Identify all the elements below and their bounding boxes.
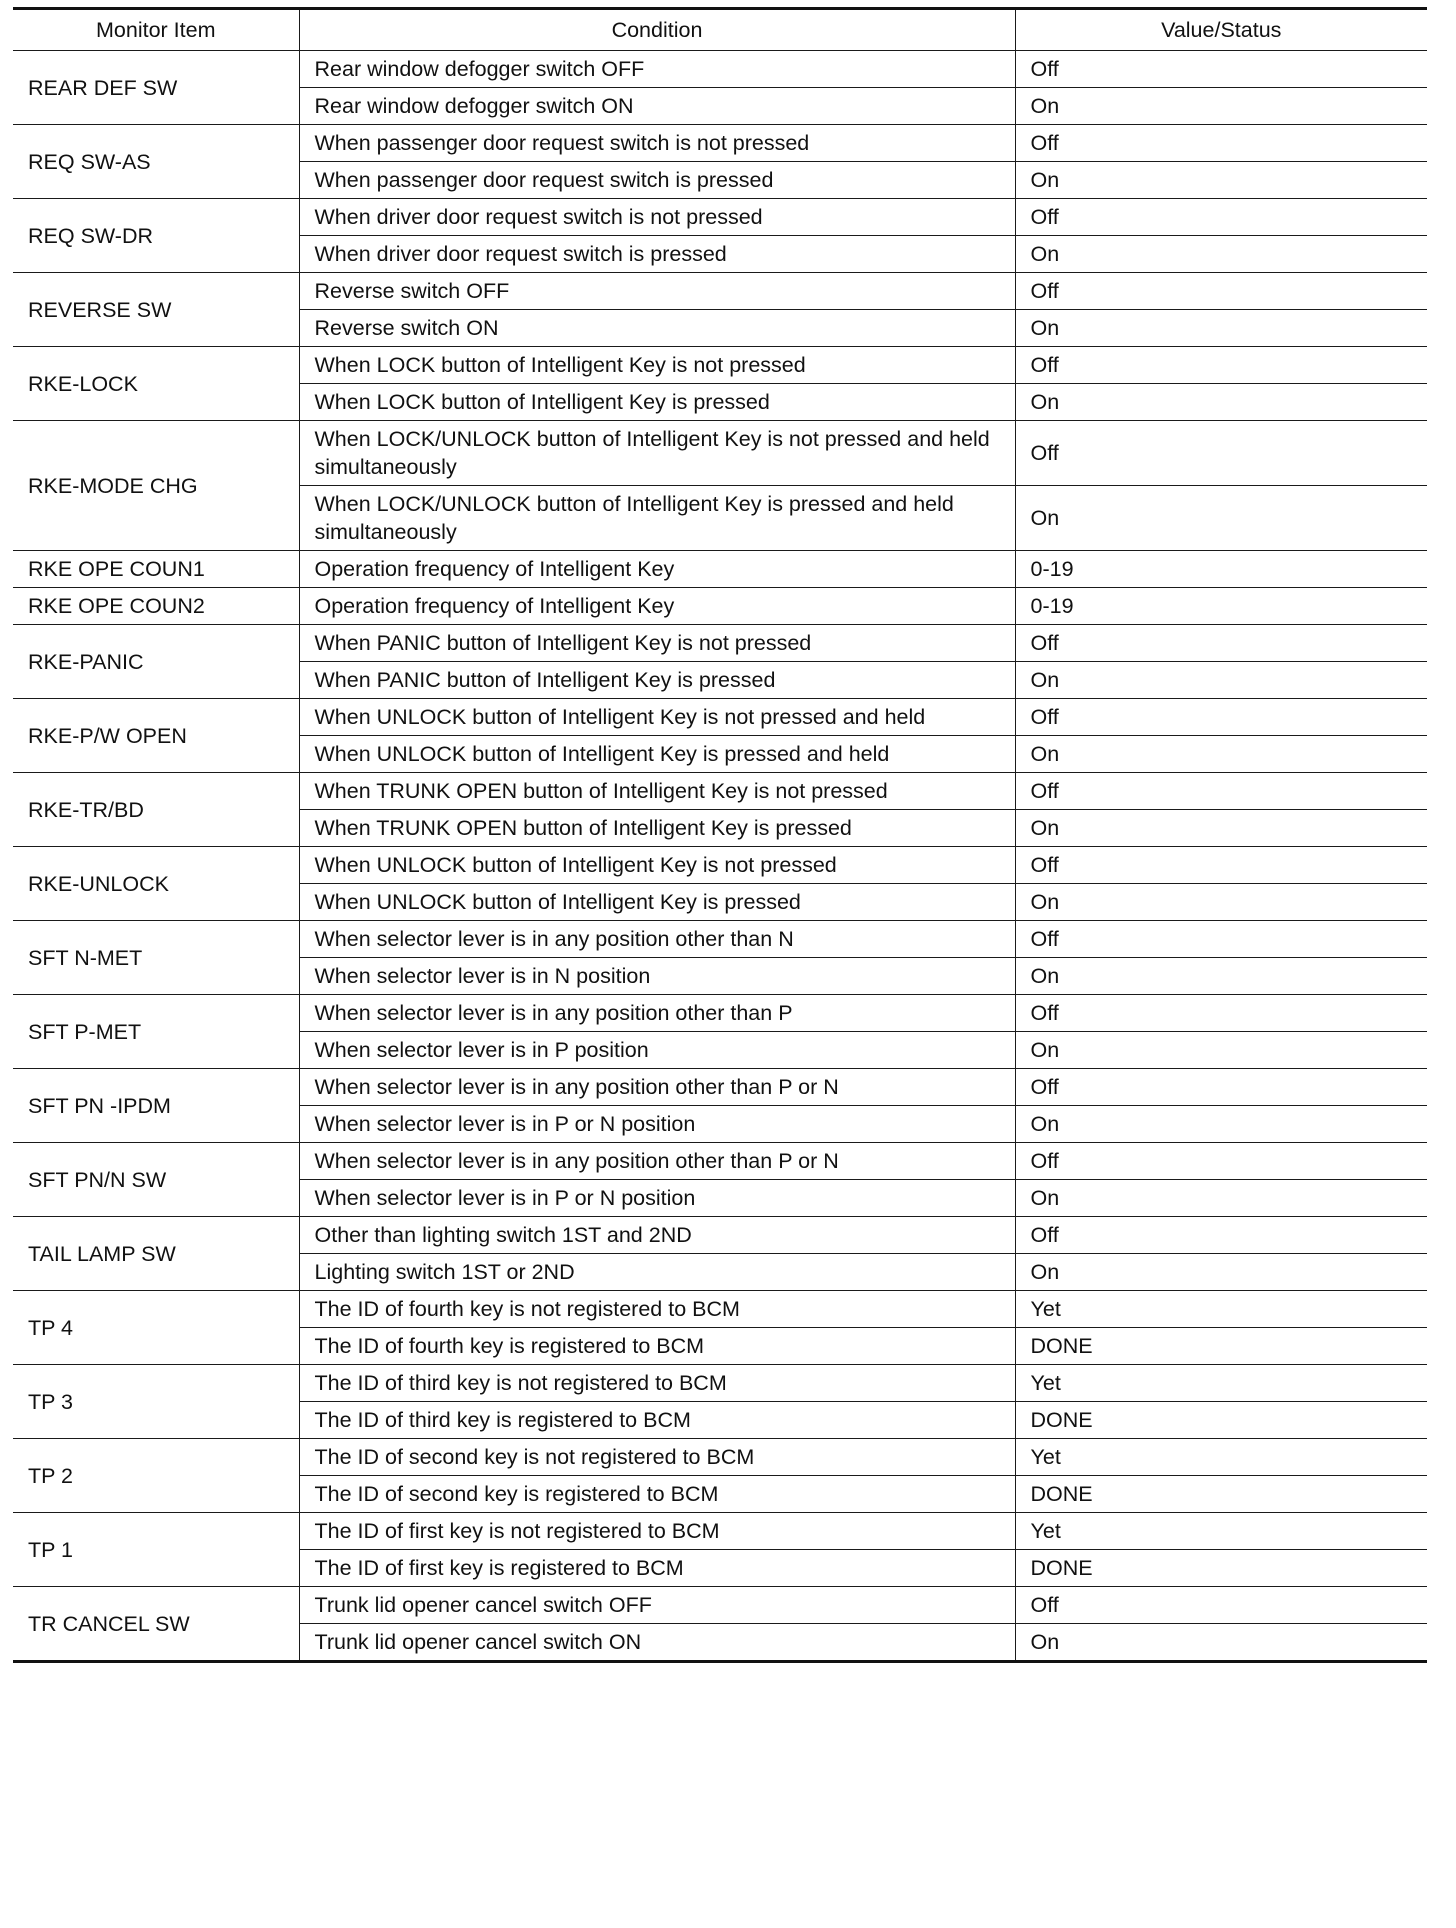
condition-cell: When PANIC button of Intelligent Key is pressed <box>299 662 1015 699</box>
monitor-item-cell: SFT PN/N SW <box>13 1143 299 1217</box>
monitor-item-cell: RKE-LOCK <box>13 347 299 421</box>
table-row <box>13 1587 1427 1624</box>
condition-cell: The ID of fourth key is not registered to BCM <box>299 1291 1015 1328</box>
condition-cell: When selector lever is in P position <box>299 1032 1015 1069</box>
monitor-item-cell: TAIL LAMP SW <box>13 1217 299 1291</box>
condition-cell: Operation frequency of Intelligent Key <box>299 588 1015 625</box>
value-status-cell: On <box>1015 1180 1427 1217</box>
condition-cell: When selector lever is in any position other than P <box>299 995 1015 1032</box>
monitor-item-cell: RKE OPE COUN2 <box>13 588 299 625</box>
value-status-cell: DONE <box>1015 1328 1427 1365</box>
value-status-cell: 0-19 <box>1015 551 1427 588</box>
monitor-item-cell: RKE-PANIC <box>13 625 299 699</box>
table-row <box>13 1291 1427 1328</box>
value-status-cell: Yet <box>1015 1365 1427 1402</box>
table-row <box>13 588 1427 625</box>
value-status-cell: On <box>1015 88 1427 125</box>
value-status-cell: On <box>1015 236 1427 273</box>
table-row <box>13 699 1427 736</box>
table-row <box>13 51 1427 88</box>
value-status-cell: On <box>1015 662 1427 699</box>
value-status-cell: On <box>1015 958 1427 995</box>
condition-cell: Lighting switch 1ST or 2ND <box>299 1254 1015 1291</box>
value-status-cell: Off <box>1015 773 1427 810</box>
value-status-cell: On <box>1015 310 1427 347</box>
monitor-item-cell: RKE-MODE CHG <box>13 421 299 551</box>
monitor-item-cell: TP 2 <box>13 1439 299 1513</box>
value-status-cell: Off <box>1015 125 1427 162</box>
monitor-item-cell: SFT P-MET <box>13 995 299 1069</box>
condition-cell: When passenger door request switch is not pressed <box>299 125 1015 162</box>
value-status-cell: On <box>1015 1106 1427 1143</box>
value-status-cell: Off <box>1015 199 1427 236</box>
table-row <box>13 551 1427 588</box>
table-body <box>13 51 1427 1662</box>
header-value-status: Value/Status <box>1015 9 1427 51</box>
condition-cell: When driver door request switch is pressed <box>299 236 1015 273</box>
value-status-cell: Yet <box>1015 1439 1427 1476</box>
condition-cell: The ID of fourth key is registered to BCM <box>299 1328 1015 1365</box>
value-status-cell: On <box>1015 1624 1427 1662</box>
table-row <box>13 421 1427 486</box>
monitor-item-cell: RKE-P/W OPEN <box>13 699 299 773</box>
condition-cell: The ID of first key is registered to BCM <box>299 1550 1015 1587</box>
table-row <box>13 1439 1427 1476</box>
condition-cell: When UNLOCK button of Intelligent Key is not pressed and held <box>299 699 1015 736</box>
value-status-cell: DONE <box>1015 1476 1427 1513</box>
table-row <box>13 1143 1427 1180</box>
condition-cell: When UNLOCK button of Intelligent Key is pressed and held <box>299 736 1015 773</box>
condition-cell: When LOCK/UNLOCK button of Intelligent Key is pressed and held simultaneously <box>299 486 1015 551</box>
monitor-item-cell: REVERSE SW <box>13 273 299 347</box>
condition-cell: When passenger door request switch is pressed <box>299 162 1015 199</box>
value-status-cell: On <box>1015 810 1427 847</box>
condition-cell: The ID of second key is registered to BCM <box>299 1476 1015 1513</box>
condition-cell: The ID of first key is not registered to BCM <box>299 1513 1015 1550</box>
table-row <box>13 1513 1427 1550</box>
table-row <box>13 273 1427 310</box>
value-status-cell: 0-19 <box>1015 588 1427 625</box>
condition-cell: Trunk lid opener cancel switch OFF <box>299 1587 1015 1624</box>
value-status-cell: Off <box>1015 421 1427 486</box>
value-status-cell: DONE <box>1015 1550 1427 1587</box>
condition-cell: The ID of second key is not registered to BCM <box>299 1439 1015 1476</box>
table-row <box>13 847 1427 884</box>
table-row <box>13 1217 1427 1254</box>
condition-cell: When selector lever is in N position <box>299 958 1015 995</box>
condition-cell: When UNLOCK button of Intelligent Key is pressed <box>299 884 1015 921</box>
condition-cell: Operation frequency of Intelligent Key <box>299 551 1015 588</box>
value-status-cell: On <box>1015 1254 1427 1291</box>
value-status-cell: Yet <box>1015 1291 1427 1328</box>
condition-cell: When selector lever is in P or N position <box>299 1180 1015 1217</box>
monitor-item-cell: TR CANCEL SW <box>13 1587 299 1662</box>
condition-cell: The ID of third key is registered to BCM <box>299 1402 1015 1439</box>
condition-cell: When TRUNK OPEN button of Intelligent Key is not pressed <box>299 773 1015 810</box>
value-status-cell: Off <box>1015 1143 1427 1180</box>
value-status-cell: Off <box>1015 1069 1427 1106</box>
condition-cell: Trunk lid opener cancel switch ON <box>299 1624 1015 1662</box>
monitor-item-cell: RKE-UNLOCK <box>13 847 299 921</box>
condition-cell: Reverse switch ON <box>299 310 1015 347</box>
table-row <box>13 347 1427 384</box>
condition-cell: When selector lever is in P or N position <box>299 1106 1015 1143</box>
value-status-cell: On <box>1015 736 1427 773</box>
table-header <box>13 9 1427 51</box>
condition-cell: Other than lighting switch 1ST and 2ND <box>299 1217 1015 1254</box>
condition-cell: When TRUNK OPEN button of Intelligent Key is pressed <box>299 810 1015 847</box>
condition-cell: When LOCK/UNLOCK button of Intelligent Key is not pressed and held simultaneously <box>299 421 1015 486</box>
table-row <box>13 773 1427 810</box>
condition-cell: When UNLOCK button of Intelligent Key is not pressed <box>299 847 1015 884</box>
monitor-item-cell: RKE-TR/BD <box>13 773 299 847</box>
monitor-table-sheet <box>13 7 1427 1663</box>
condition-cell: Rear window defogger switch ON <box>299 88 1015 125</box>
value-status-cell: On <box>1015 884 1427 921</box>
value-status-cell: On <box>1015 486 1427 551</box>
condition-cell: When selector lever is in any position other than N <box>299 921 1015 958</box>
value-status-cell: Off <box>1015 699 1427 736</box>
table-row <box>13 625 1427 662</box>
table-row <box>13 995 1427 1032</box>
condition-cell: When driver door request switch is not pressed <box>299 199 1015 236</box>
table-row <box>13 125 1427 162</box>
monitor-item-cell: TP 4 <box>13 1291 299 1365</box>
table-row <box>13 199 1427 236</box>
condition-cell: When LOCK button of Intelligent Key is pressed <box>299 384 1015 421</box>
value-status-cell: On <box>1015 1032 1427 1069</box>
condition-cell: When PANIC button of Intelligent Key is not pressed <box>299 625 1015 662</box>
value-status-cell: On <box>1015 162 1427 199</box>
value-status-cell: On <box>1015 384 1427 421</box>
header-monitor-item: Monitor Item <box>13 9 299 51</box>
table-row <box>13 1069 1427 1106</box>
header-row <box>13 9 1427 51</box>
value-status-cell: Off <box>1015 625 1427 662</box>
monitor-item-cell: SFT PN -IPDM <box>13 1069 299 1143</box>
monitor-item-cell: REAR DEF SW <box>13 51 299 125</box>
condition-cell: Rear window defogger switch OFF <box>299 51 1015 88</box>
monitor-item-cell: TP 1 <box>13 1513 299 1587</box>
monitor-item-cell: TP 3 <box>13 1365 299 1439</box>
condition-cell: Reverse switch OFF <box>299 273 1015 310</box>
value-status-cell: Yet <box>1015 1513 1427 1550</box>
monitor-item-table <box>13 7 1427 1663</box>
value-status-cell: Off <box>1015 273 1427 310</box>
value-status-cell: Off <box>1015 1587 1427 1624</box>
monitor-item-cell: REQ SW-DR <box>13 199 299 273</box>
value-status-cell: Off <box>1015 995 1427 1032</box>
value-status-cell: DONE <box>1015 1402 1427 1439</box>
monitor-item-cell: RKE OPE COUN1 <box>13 551 299 588</box>
table-row <box>13 921 1427 958</box>
table-row <box>13 1365 1427 1402</box>
value-status-cell: Off <box>1015 51 1427 88</box>
monitor-item-cell: SFT N-MET <box>13 921 299 995</box>
condition-cell: The ID of third key is not registered to BCM <box>299 1365 1015 1402</box>
monitor-item-cell: REQ SW-AS <box>13 125 299 199</box>
condition-cell: When selector lever is in any position other than P or N <box>299 1143 1015 1180</box>
value-status-cell: Off <box>1015 921 1427 958</box>
condition-cell: When selector lever is in any position other than P or N <box>299 1069 1015 1106</box>
condition-cell: When LOCK button of Intelligent Key is not pressed <box>299 347 1015 384</box>
value-status-cell: Off <box>1015 347 1427 384</box>
value-status-cell: Off <box>1015 1217 1427 1254</box>
header-condition: Condition <box>299 9 1015 51</box>
value-status-cell: Off <box>1015 847 1427 884</box>
